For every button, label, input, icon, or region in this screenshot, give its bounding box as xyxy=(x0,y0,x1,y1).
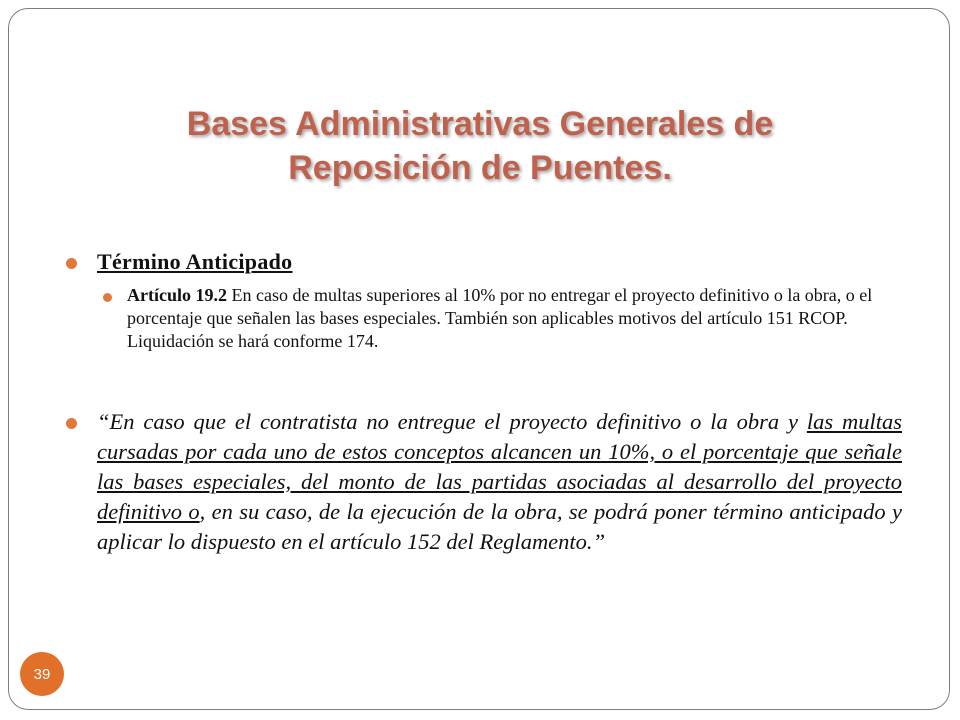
page-number: 39 xyxy=(33,665,51,683)
article-paragraph xyxy=(127,284,902,353)
article-label: Artículo 19.2 xyxy=(127,285,227,305)
page-number-badge xyxy=(20,652,64,696)
bullet-icon xyxy=(103,293,112,302)
quote-underlined-text: las multas cursadas por cada uno de estos conceptos alcancen un 10%, o el porcentaje que señale las bases especiales, del monto de las partidas asociadas al desarrollo del proyecto definitivo o xyxy=(97,409,902,524)
quote-open-mark: “ xyxy=(97,409,110,434)
quote-paragraph xyxy=(97,407,902,557)
slide-title xyxy=(60,102,900,190)
quote-close-mark: ” xyxy=(592,529,606,554)
quote-text-1: En caso que el contratista no entregue el proyecto definitivo o la obra y xyxy=(109,409,807,434)
title-line-2: Reposición de Puentes. xyxy=(288,149,672,187)
bullet-icon xyxy=(66,258,77,269)
section-heading: Término Anticipado xyxy=(97,249,293,274)
bullet-icon xyxy=(66,418,77,429)
title-line-1: Bases Administrativas Generales de xyxy=(186,105,774,143)
article-text: En caso de multas superiores al 10% por no entregar el proyecto definitivo o la obra, o el porcentaje que señalen las bases especiales. También son aplicables motivos del artículo 151 RCOP. Liquidación se hará conforme 174. xyxy=(127,285,873,351)
quote-text-2: , en su caso, de la ejecución de la obra, se podrá poner término anticipado y aplicar lo dispuesto en el artículo 152 del Reglamento. xyxy=(97,499,902,554)
